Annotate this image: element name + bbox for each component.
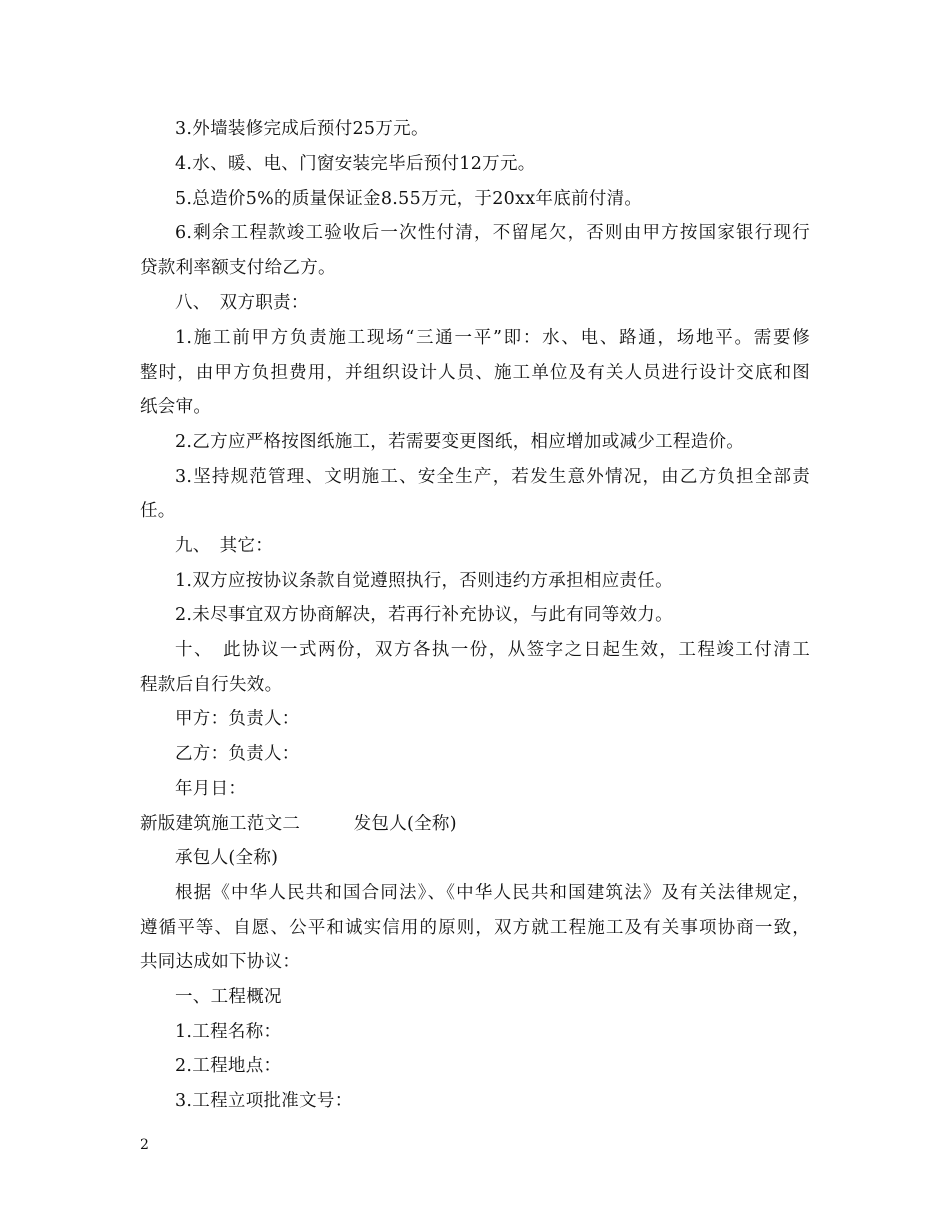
clause-line: 5.总造价5%的质量保证金8.55万元，于20xx年底前付清。 bbox=[175, 189, 643, 209]
paragraph-line: 遵循平等、自愿、公平和诚实信用的原则，双方就工程施工及有关事项协商一致， bbox=[140, 918, 810, 938]
section-heading: 一、工程概况 bbox=[175, 987, 282, 1007]
page-number: 2 bbox=[140, 1137, 149, 1153]
date-line: 年月日： bbox=[175, 779, 247, 799]
clause-line: 2.乙方应严格按图纸施工，若需要变更图纸，相应增加或减少工程造价。 bbox=[175, 432, 745, 452]
clause-line: 任。 bbox=[140, 501, 176, 521]
clause-line: 纸会审。 bbox=[140, 397, 212, 417]
clause-line: 3.外墙装修完成后预付25万元。 bbox=[175, 119, 429, 139]
section-heading: 九、 其它： bbox=[175, 536, 274, 556]
document-title-line: 新版建筑施工范文二 发包人(全称) bbox=[140, 814, 457, 834]
clause-line: 3.工程立项批准文号： bbox=[175, 1091, 353, 1111]
clause-line: 1.工程名称： bbox=[175, 1022, 282, 1042]
paragraph-line: 根据《中华人民共和国合同法》、《中华人民共和国建筑法》及有关法律规定， bbox=[175, 883, 810, 903]
section-heading: 十、 此协议一式两份，双方各执一份，从签字之日起生效，工程竣工付清工 bbox=[175, 640, 810, 660]
clause-line: 整时，由甲方负担费用，并组织设计人员、施工单位及有关人员进行设计交底和图 bbox=[140, 363, 810, 383]
party-line: 承包人(全称) bbox=[175, 848, 279, 868]
clause-line: 1.施工前甲方负责施工现场“三通一平”即：水、电、路通，场地平。需要修 bbox=[175, 328, 810, 348]
clause-line: 程款后自行失效。 bbox=[140, 675, 283, 695]
clause-line: 3.坚持规范管理、文明施工、安全生产，若发生意外情况，由乙方负担全部责 bbox=[175, 467, 810, 487]
clause-line: 1.双方应按协议条款自觉遵照执行，否则违约方承担相应责任。 bbox=[175, 571, 673, 591]
clause-line: 2.工程地点： bbox=[175, 1056, 282, 1076]
paragraph-line: 共同达成如下协议： bbox=[140, 952, 301, 972]
clause-line: 贷款利率额支付给乙方。 bbox=[140, 258, 336, 278]
clause-line: 4.水、暖、电、门窗安装完毕后预付12万元。 bbox=[175, 154, 536, 174]
signature-line: 甲方：负责人： bbox=[175, 709, 300, 729]
clause-line: 6.剩余工程款竣工验收后一次性付清，不留尾欠，否则由甲方按国家银行现行 bbox=[175, 223, 810, 243]
clause-line: 2.未尽事宜双方协商解决，若再行补充协议，与此有同等效力。 bbox=[175, 605, 673, 625]
section-heading: 八、 双方职责： bbox=[175, 293, 309, 313]
signature-line: 乙方：负责人： bbox=[175, 744, 300, 764]
